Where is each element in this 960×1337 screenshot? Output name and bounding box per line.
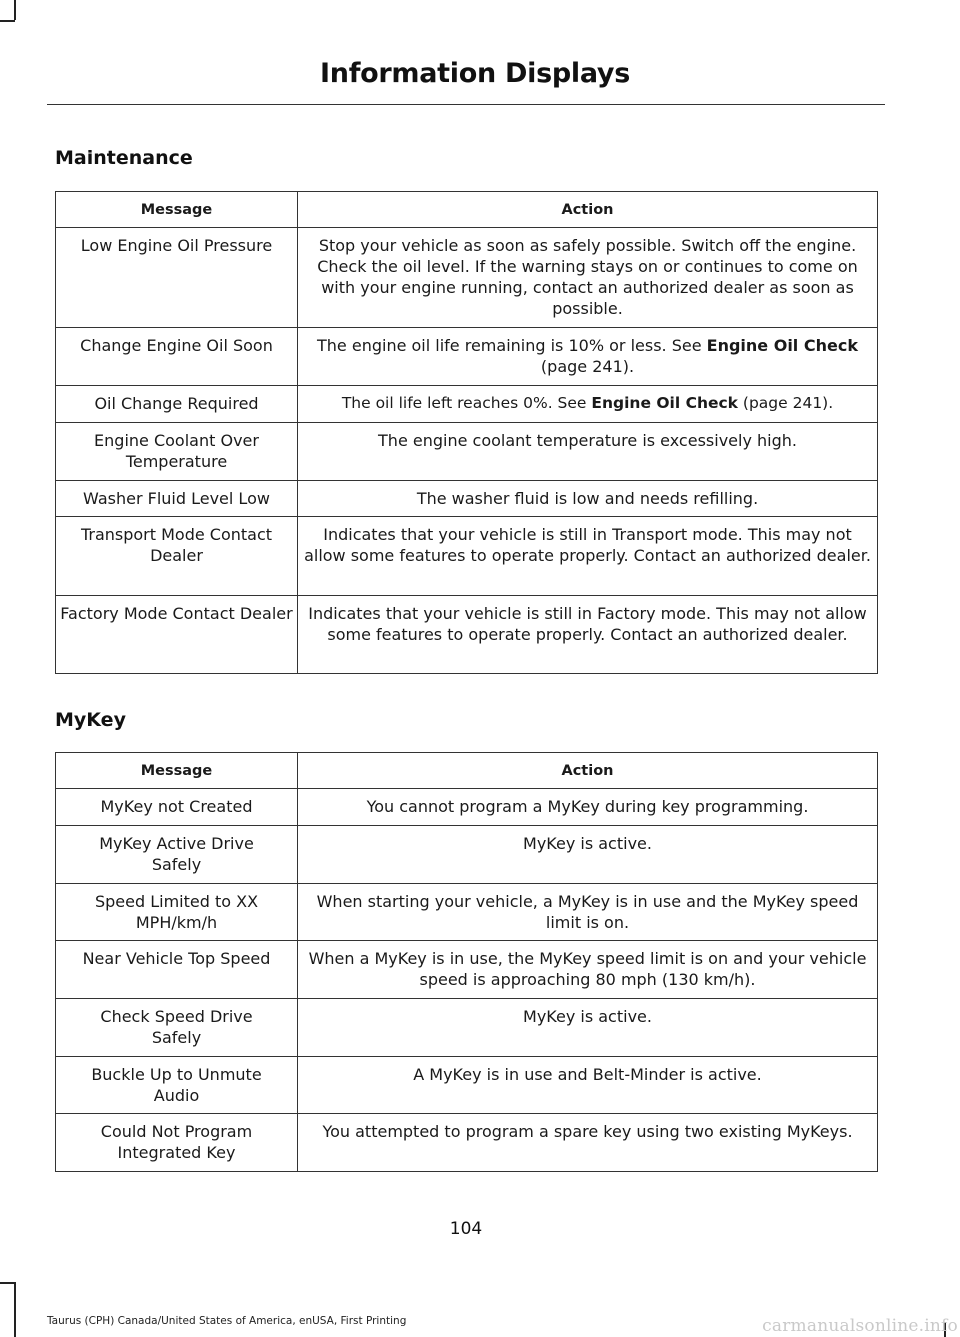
page-reference: (page 241). bbox=[540, 357, 635, 376]
page-number: 104 bbox=[449, 1219, 483, 1239]
message-cell: MyKey not Created bbox=[56, 789, 298, 826]
table-row bbox=[56, 596, 878, 674]
table-row bbox=[56, 941, 878, 999]
maintenance-table bbox=[55, 191, 878, 674]
table-row bbox=[56, 423, 878, 481]
table-row bbox=[56, 884, 878, 941]
footer-edition-text: Taurus (CPH) Canada/United States of America, enUSA, First Printing bbox=[47, 1315, 407, 1327]
table-row bbox=[56, 386, 878, 423]
message-cell: Buckle Up to Unmute Audio bbox=[56, 1057, 298, 1114]
mykey-table bbox=[55, 752, 878, 1172]
action-cell bbox=[298, 328, 878, 386]
action-cell: The engine coolant temperature is excessively high. bbox=[298, 423, 878, 481]
action-cell: MyKey is active. bbox=[298, 999, 878, 1057]
message-cell: Could Not Program Integrated Key bbox=[56, 1114, 298, 1172]
table-row bbox=[56, 517, 878, 596]
column-header-message: Message bbox=[56, 753, 298, 789]
table-header-row bbox=[56, 192, 878, 228]
table-row bbox=[56, 1114, 878, 1172]
page-reference: (page 241). bbox=[737, 394, 834, 412]
watermark: carmanualsonline.info bbox=[762, 1316, 958, 1336]
message-cell: Engine Coolant Over Temperature bbox=[56, 423, 298, 481]
message-cell: Oil Change Required bbox=[56, 386, 298, 423]
action-cell: Stop your vehicle as soon as safely possible. Switch off the engine. Check the oil level. If the warning stays on or continues to come on with your engine running, contact an authorized dealer as soon as possible. bbox=[298, 228, 878, 328]
table-row bbox=[56, 481, 878, 517]
message-cell: Speed Limited to XX MPH/km/h bbox=[56, 884, 298, 941]
table-row bbox=[56, 999, 878, 1057]
action-cell bbox=[298, 386, 878, 423]
message-cell: MyKey Active Drive Safely bbox=[56, 826, 298, 884]
message-cell: Near Vehicle Top Speed bbox=[56, 941, 298, 999]
message-cell: Change Engine Oil Soon bbox=[56, 328, 298, 386]
table-row bbox=[56, 328, 878, 386]
table-header-row bbox=[56, 753, 878, 789]
crop-mark-bottom-left-h bbox=[0, 1282, 15, 1284]
action-text: The engine oil life remaining is 10% or less. See bbox=[317, 336, 707, 355]
action-cell: When a MyKey is in use, the MyKey speed limit is on and your vehicle speed is approaching 80 mph (130 km/h). bbox=[298, 941, 878, 999]
message-cell: Factory Mode Contact Dealer bbox=[56, 596, 298, 674]
action-cell: You attempted to program a spare key using two existing MyKeys. bbox=[298, 1114, 878, 1172]
table-row bbox=[56, 1057, 878, 1114]
action-cell: Indicates that your vehicle is still in Factory mode. This may not allow some features to operate properly. Contact an authorized dealer. bbox=[298, 596, 878, 674]
crop-mark-bottom-left-v bbox=[14, 1282, 16, 1337]
crop-mark-top-left-h bbox=[0, 20, 15, 22]
engine-oil-check-reference: Engine Oil Check bbox=[706, 336, 858, 355]
mykey-section-title: MyKey bbox=[55, 709, 126, 731]
engine-oil-check-reference: Engine Oil Check bbox=[591, 394, 738, 412]
action-cell: MyKey is active. bbox=[298, 826, 878, 884]
action-cell: The washer fluid is low and needs refilling. bbox=[298, 481, 878, 517]
column-header-message: Message bbox=[56, 192, 298, 228]
table-row bbox=[56, 789, 878, 826]
action-cell: When starting your vehicle, a MyKey is in use and the MyKey speed limit is on. bbox=[298, 884, 878, 941]
column-header-action: Action bbox=[298, 192, 878, 228]
crop-mark-top-left-v bbox=[14, 0, 16, 20]
message-cell: Check Speed Drive Safely bbox=[56, 999, 298, 1057]
page-header-title: Information Displays bbox=[320, 58, 630, 89]
action-cell: You cannot program a MyKey during key programming. bbox=[298, 789, 878, 826]
action-cell: A MyKey is in use and Belt-Minder is active. bbox=[298, 1057, 878, 1114]
message-cell: Transport Mode Contact Dealer bbox=[56, 517, 298, 596]
table-row bbox=[56, 826, 878, 884]
header-divider bbox=[47, 104, 885, 105]
column-header-action: Action bbox=[298, 753, 878, 789]
action-cell: Indicates that your vehicle is still in Transport mode. This may not allow some features to operate properly. Contact an authorized dealer. bbox=[298, 517, 878, 596]
table-row bbox=[56, 228, 878, 328]
message-cell: Washer Fluid Level Low bbox=[56, 481, 298, 517]
action-text: The oil life left reaches 0%. See bbox=[341, 394, 592, 412]
maintenance-section-title: Maintenance bbox=[55, 147, 193, 169]
message-cell: Low Engine Oil Pressure bbox=[56, 228, 298, 328]
